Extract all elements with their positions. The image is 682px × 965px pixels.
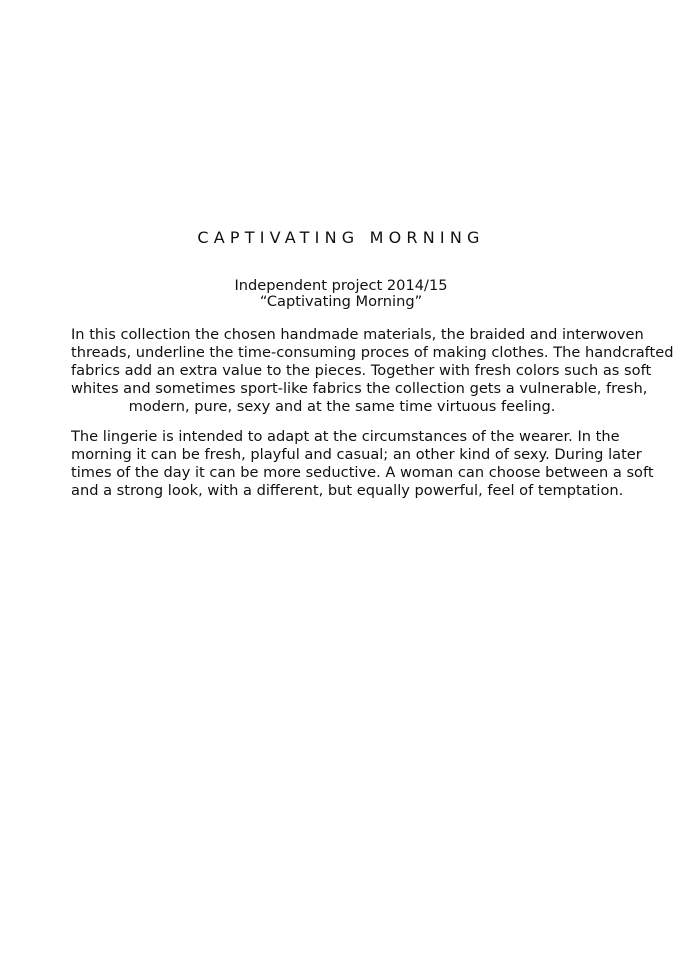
paragraph-collection [71, 326, 674, 416]
paragraph-line: In this collection the chosen handmade materials, the braided and interwoven [71, 326, 644, 343]
paragraph-line: morning it can be fresh, playful and casual; an other kind of sexy. During later [71, 446, 642, 463]
paragraph-line: fabrics add an extra value to the pieces. Together with fresh colors such as soft [71, 362, 652, 379]
subtitle-block [0, 278, 682, 310]
paragraph-line: modern, pure, sexy and at the same time virtuous feeling. [128, 398, 556, 415]
paragraph-line: threads, underline the time-consuming proces of making clothes. The handcrafted [71, 344, 674, 361]
paragraph-lingerie [71, 428, 654, 500]
paragraph-line: whites and sometimes sport-like fabrics the collection gets a vulnerable, fresh, [71, 380, 648, 397]
paragraph-line: The lingerie is intended to adapt at the circumstances of the wearer. In the [71, 428, 620, 445]
paragraph-line: times of the day it can be more seductive. A woman can choose between a soft [71, 464, 654, 481]
project-label: Independent project 2014/15 [234, 277, 448, 294]
paragraph-line: and a strong look, with a different, but equally powerful, feel of temptation. [71, 482, 624, 499]
page-title: CAPTIVATING MORNING [197, 228, 485, 247]
project-name: “Captivating Morning” [259, 293, 423, 310]
